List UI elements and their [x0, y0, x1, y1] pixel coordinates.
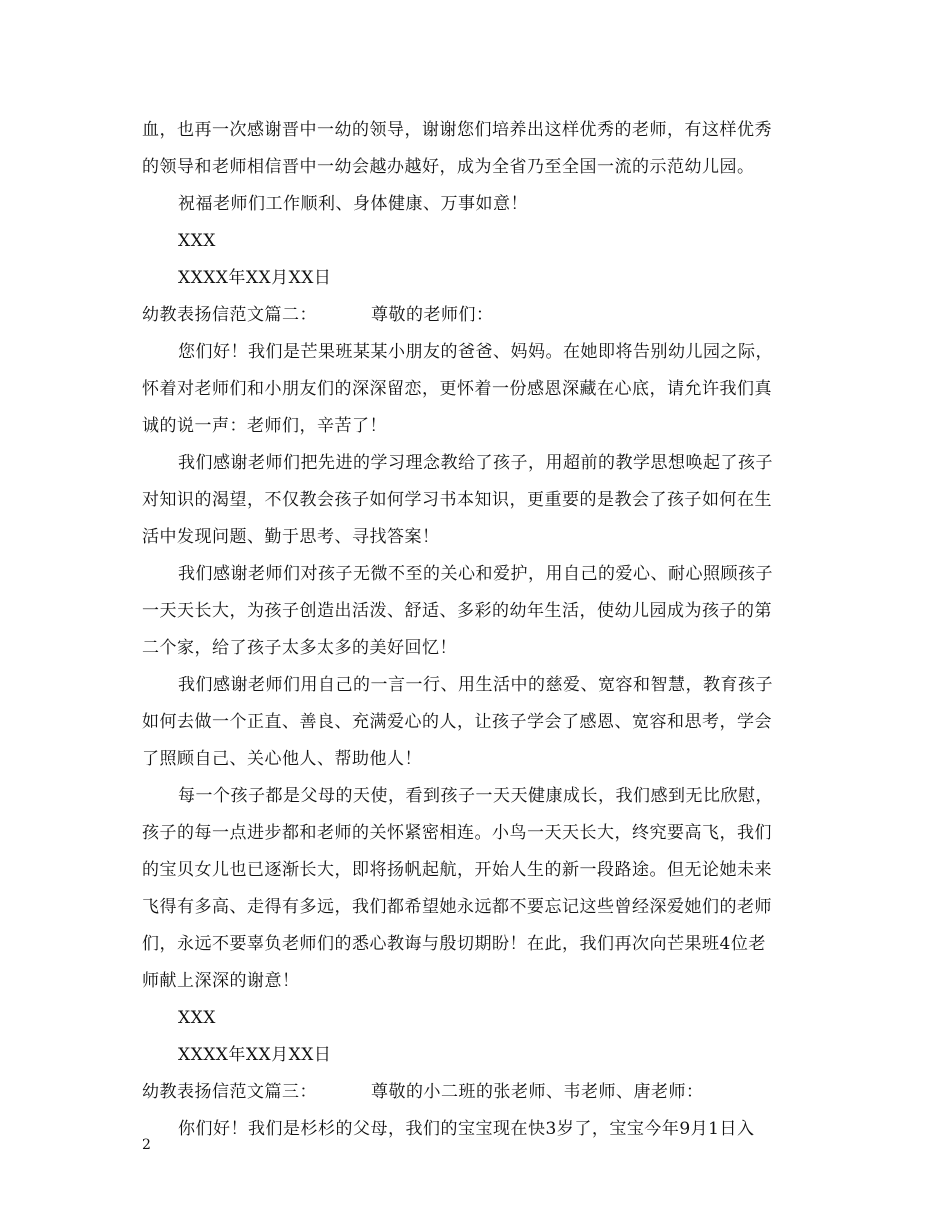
paragraph-start: 您们好！我们是芒果班某某小朋友的爸爸、妈妈。在她即将告别幼儿园之际，: [178, 342, 773, 362]
text-line: 如何去做一个正直、善良、充满爱心的人，让孩子学会了感恩、宽容和思考，学会: [142, 712, 772, 732]
salutation: 尊敬的老师们：: [371, 305, 494, 325]
section-heading: [142, 297, 814, 334]
page-number: 2: [142, 1137, 151, 1153]
text-line: 们，永远不要辜负老师们的悉心教诲与殷切期盼！在此，我们再次向芒果班4位老: [142, 934, 766, 954]
paragraph-start: 每一个孩子都是父母的天使，看到孩子一天天健康成长，我们感到无比欣慰，: [178, 786, 773, 806]
section-heading: [142, 1074, 814, 1111]
text-line: 对知识的渴望，不仅教会孩子如何学习书本知识，更重要的是教会了孩子如何在生: [142, 490, 772, 510]
paragraph-start: 我们感谢老师们用自己的一言一行、用生活中的慈爱、宽容和智慧，教育孩子: [178, 675, 773, 695]
paragraph-start: 我们感谢老师们把先进的学习理念教给了孩子，用超前的教学思想唤起了孩子: [178, 453, 773, 473]
date: XXXX年XX月XX日: [178, 1045, 332, 1065]
paragraph-start: 我们感谢老师们对孩子无微不至的关心和爱护，用自己的爱心、耐心照顾孩子: [178, 564, 773, 584]
body-text: [142, 112, 814, 1148]
text-line: 诚的说一声：老师们，辛苦了！: [142, 416, 387, 436]
text-line: 怀着对老师们和小朋友们的深深留恋，更怀着一份感恩深藏在心底，请允许我们真: [142, 379, 772, 399]
text-line: 飞得有多高、走得有多远，我们都希望她永远都不要忘记这些曾经深爱她们的老师: [142, 897, 772, 917]
section-title: 幼教表扬信范文篇二：: [142, 305, 317, 325]
text-line: 一天天长大，为孩子创造出活泼、舒适、多彩的幼年生活，使幼儿园成为孩子的第: [142, 601, 772, 621]
text-line: 孩子的每一点进步都和老师的关怀紧密相连。小鸟一天天长大，终究要高飞，我们: [142, 823, 772, 843]
signature: XXX: [178, 231, 216, 251]
section-title: 幼教表扬信范文篇三：: [142, 1082, 317, 1102]
date: XXXX年XX月XX日: [178, 268, 332, 288]
closing-wish: 祝福老师们工作顺利、身体健康、万事如意！: [178, 194, 528, 214]
paragraph-start: 你们好！我们是杉杉的父母，我们的宝宝现在快3岁了，宝宝今年9月1日入: [178, 1119, 755, 1139]
text-line: 的宝贝女儿也已逐渐长大，即将扬帆起航，开始人生的新一段路途。但无论她未来: [142, 860, 772, 880]
text-line: 的领导和老师相信晋中一幼会越办越好，成为全省乃至全国一流的示范幼儿园。: [142, 157, 755, 177]
signature: XXX: [178, 1008, 216, 1028]
text-line: 二个家，给了孩子太多太多的美好回忆！: [142, 638, 457, 658]
text-line: 活中发现问题、勤于思考、寻找答案！: [142, 527, 440, 547]
salutation: 尊敬的小二班的张老师、韦老师、唐老师：: [371, 1082, 704, 1102]
text-line: 师献上深深的谢意！: [142, 971, 300, 991]
text-line: 血，也再一次感谢晋中一幼的领导，谢谢您们培养出这样优秀的老师，有这样优秀: [142, 120, 772, 140]
text-line: 了照顾自己、关心他人、帮助他人！: [142, 749, 422, 769]
